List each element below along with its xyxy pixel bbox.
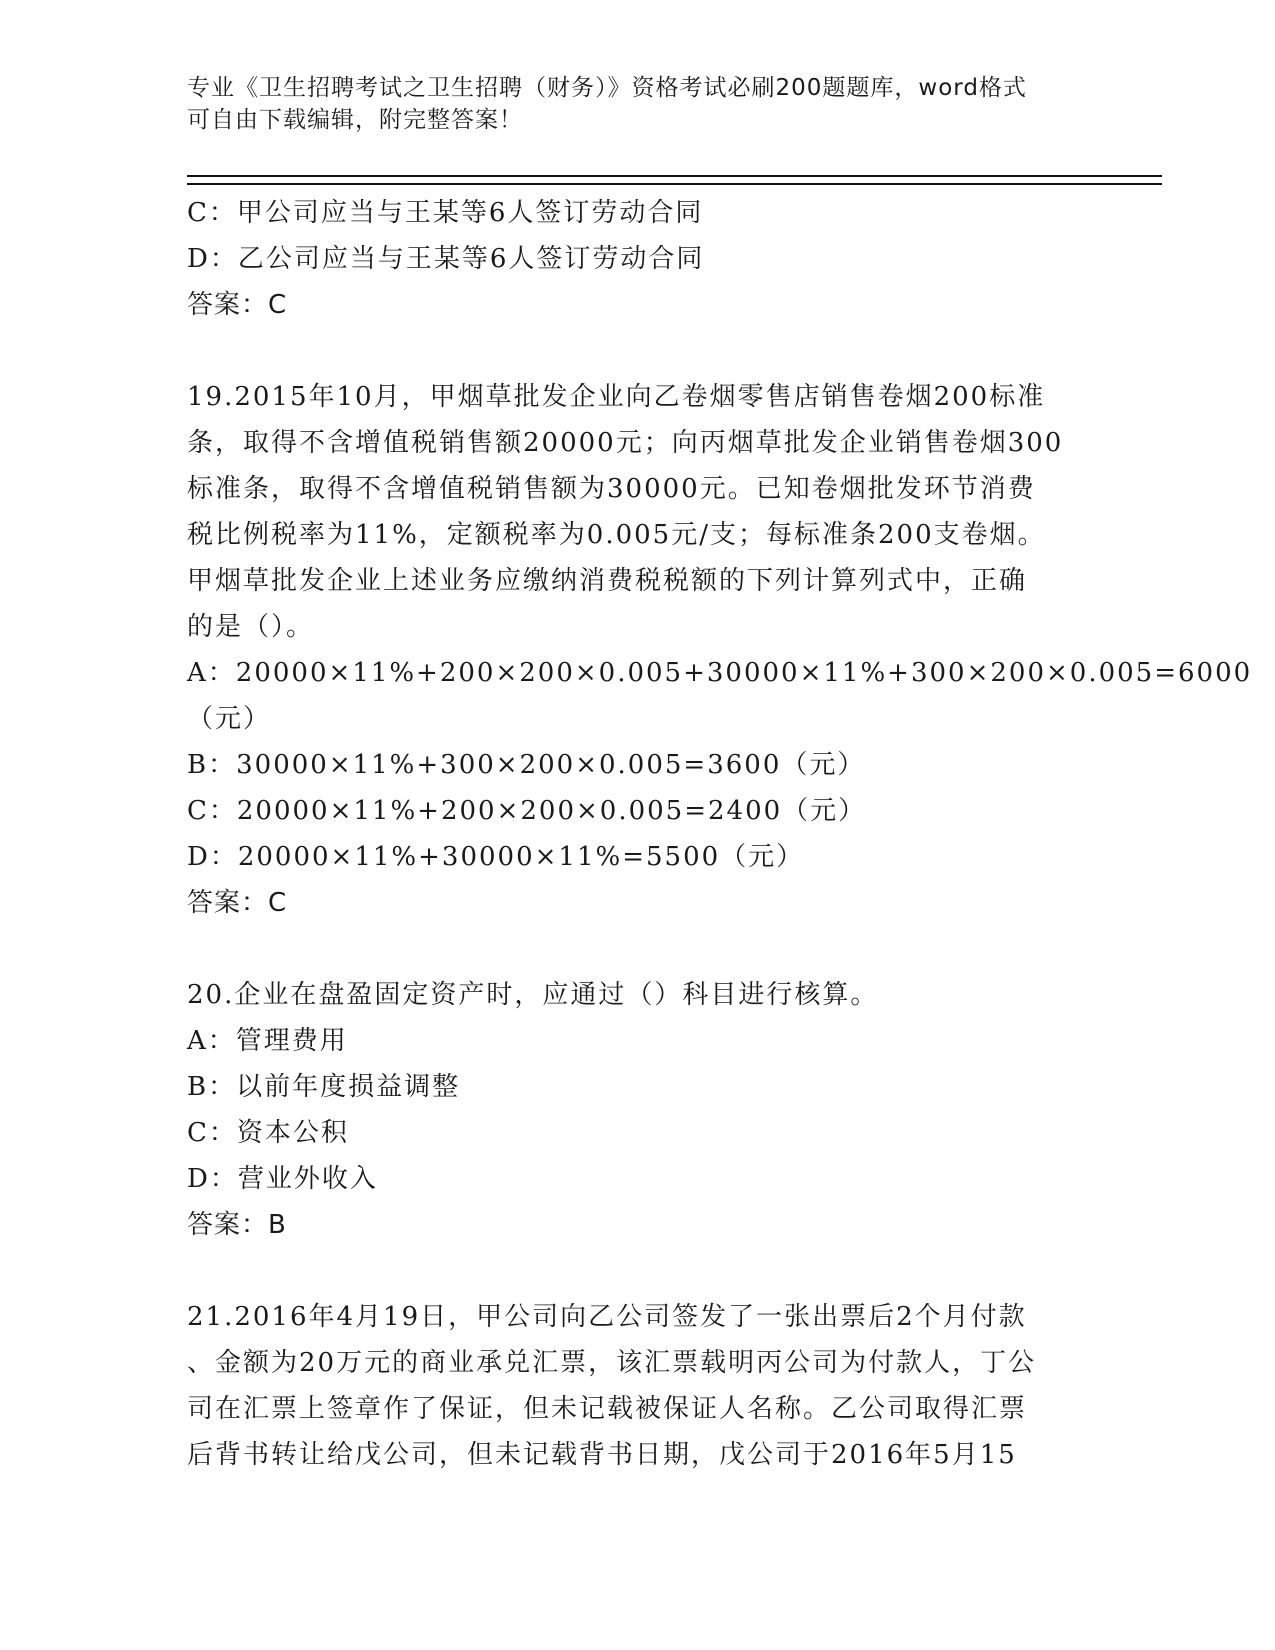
question-20 [187, 972, 1087, 1248]
question-text-line: 21.2016年4月19日，甲公司向乙公司签发了一张出票后2个月付款 [187, 1302, 1027, 1332]
question-text-line: 、金额为20万元的商业承兑汇票，该汇票载明丙公司为付款人，丁公 [187, 1348, 1037, 1378]
option-c: C：甲公司应当与王某等6人签订劳动合同 [187, 198, 704, 228]
document-header [187, 72, 1087, 136]
question-text: 20.企业在盘盈固定资产时，应通过（）科目进行核算。 [187, 980, 879, 1010]
spacer [187, 328, 1087, 374]
option-d: D：营业外收入 [187, 1164, 378, 1194]
option-c: C：20000×11%+200×200×0.005=2400（元） [187, 796, 867, 826]
option-b: B：以前年度损益调整 [187, 1072, 461, 1102]
option-d: D：乙公司应当与王某等6人签订劳动合同 [187, 244, 705, 274]
answer: 答案：C [187, 290, 288, 320]
header-divider [187, 175, 1162, 185]
option-d: D：20000×11%+30000×11%=5500（元） [187, 842, 805, 872]
option-c: C：资本公积 [187, 1118, 349, 1148]
spacer [187, 1248, 1087, 1294]
answer: 答案：B [187, 1210, 287, 1240]
spacer [187, 926, 1087, 972]
answer: 答案：C [187, 888, 288, 918]
question-text-line: 条，取得不含增值税销售额20000元；向丙烟草批发企业销售卷烟300 [187, 428, 1064, 458]
option-b: B：30000×11%+300×200×0.005=3600（元） [187, 750, 866, 780]
question-text-line: 19.2015年10月，甲烟草批发企业向乙卷烟零售店销售卷烟200标准 [187, 382, 1046, 412]
question-text-line: 的是（）。 [187, 612, 315, 642]
question-19 [187, 374, 1253, 926]
option-a-continued: （元） [187, 704, 272, 734]
question-text-line: 甲烟草批发企业上述业务应缴纳消费税税额的下列计算列式中，正确 [187, 566, 1028, 596]
previous-question-tail [187, 190, 1087, 328]
header-line-1: 专业《卫生招聘考试之卫生招聘（财务）》资格考试必刷200题题库，word格式 [187, 75, 1027, 101]
option-a: A：20000×11%+200×200×0.005+30000×11%+300×200×0.005=6000 [187, 658, 1253, 688]
question-21 [187, 1294, 1087, 1478]
header-line-2: 可自由下载编辑，附完整答案！ [187, 107, 523, 133]
question-text-line: 税比例税率为11%，定额税率为0.005元/支；每标准条200支卷烟。 [187, 520, 1046, 550]
question-text-line: 后背书转让给戊公司，但未记载背书日期，戊公司于2016年5月15 [187, 1440, 1017, 1470]
question-text-line: 标准条，取得不含增值税销售额为30000元。已知卷烟批发环节消费 [187, 474, 1036, 504]
question-text-line: 司在汇票上签章作了保证，但未记载被保证人名称。乙公司取得汇票 [187, 1394, 1028, 1424]
option-a: A：管理费用 [187, 1026, 348, 1056]
document-body [187, 190, 1253, 1478]
